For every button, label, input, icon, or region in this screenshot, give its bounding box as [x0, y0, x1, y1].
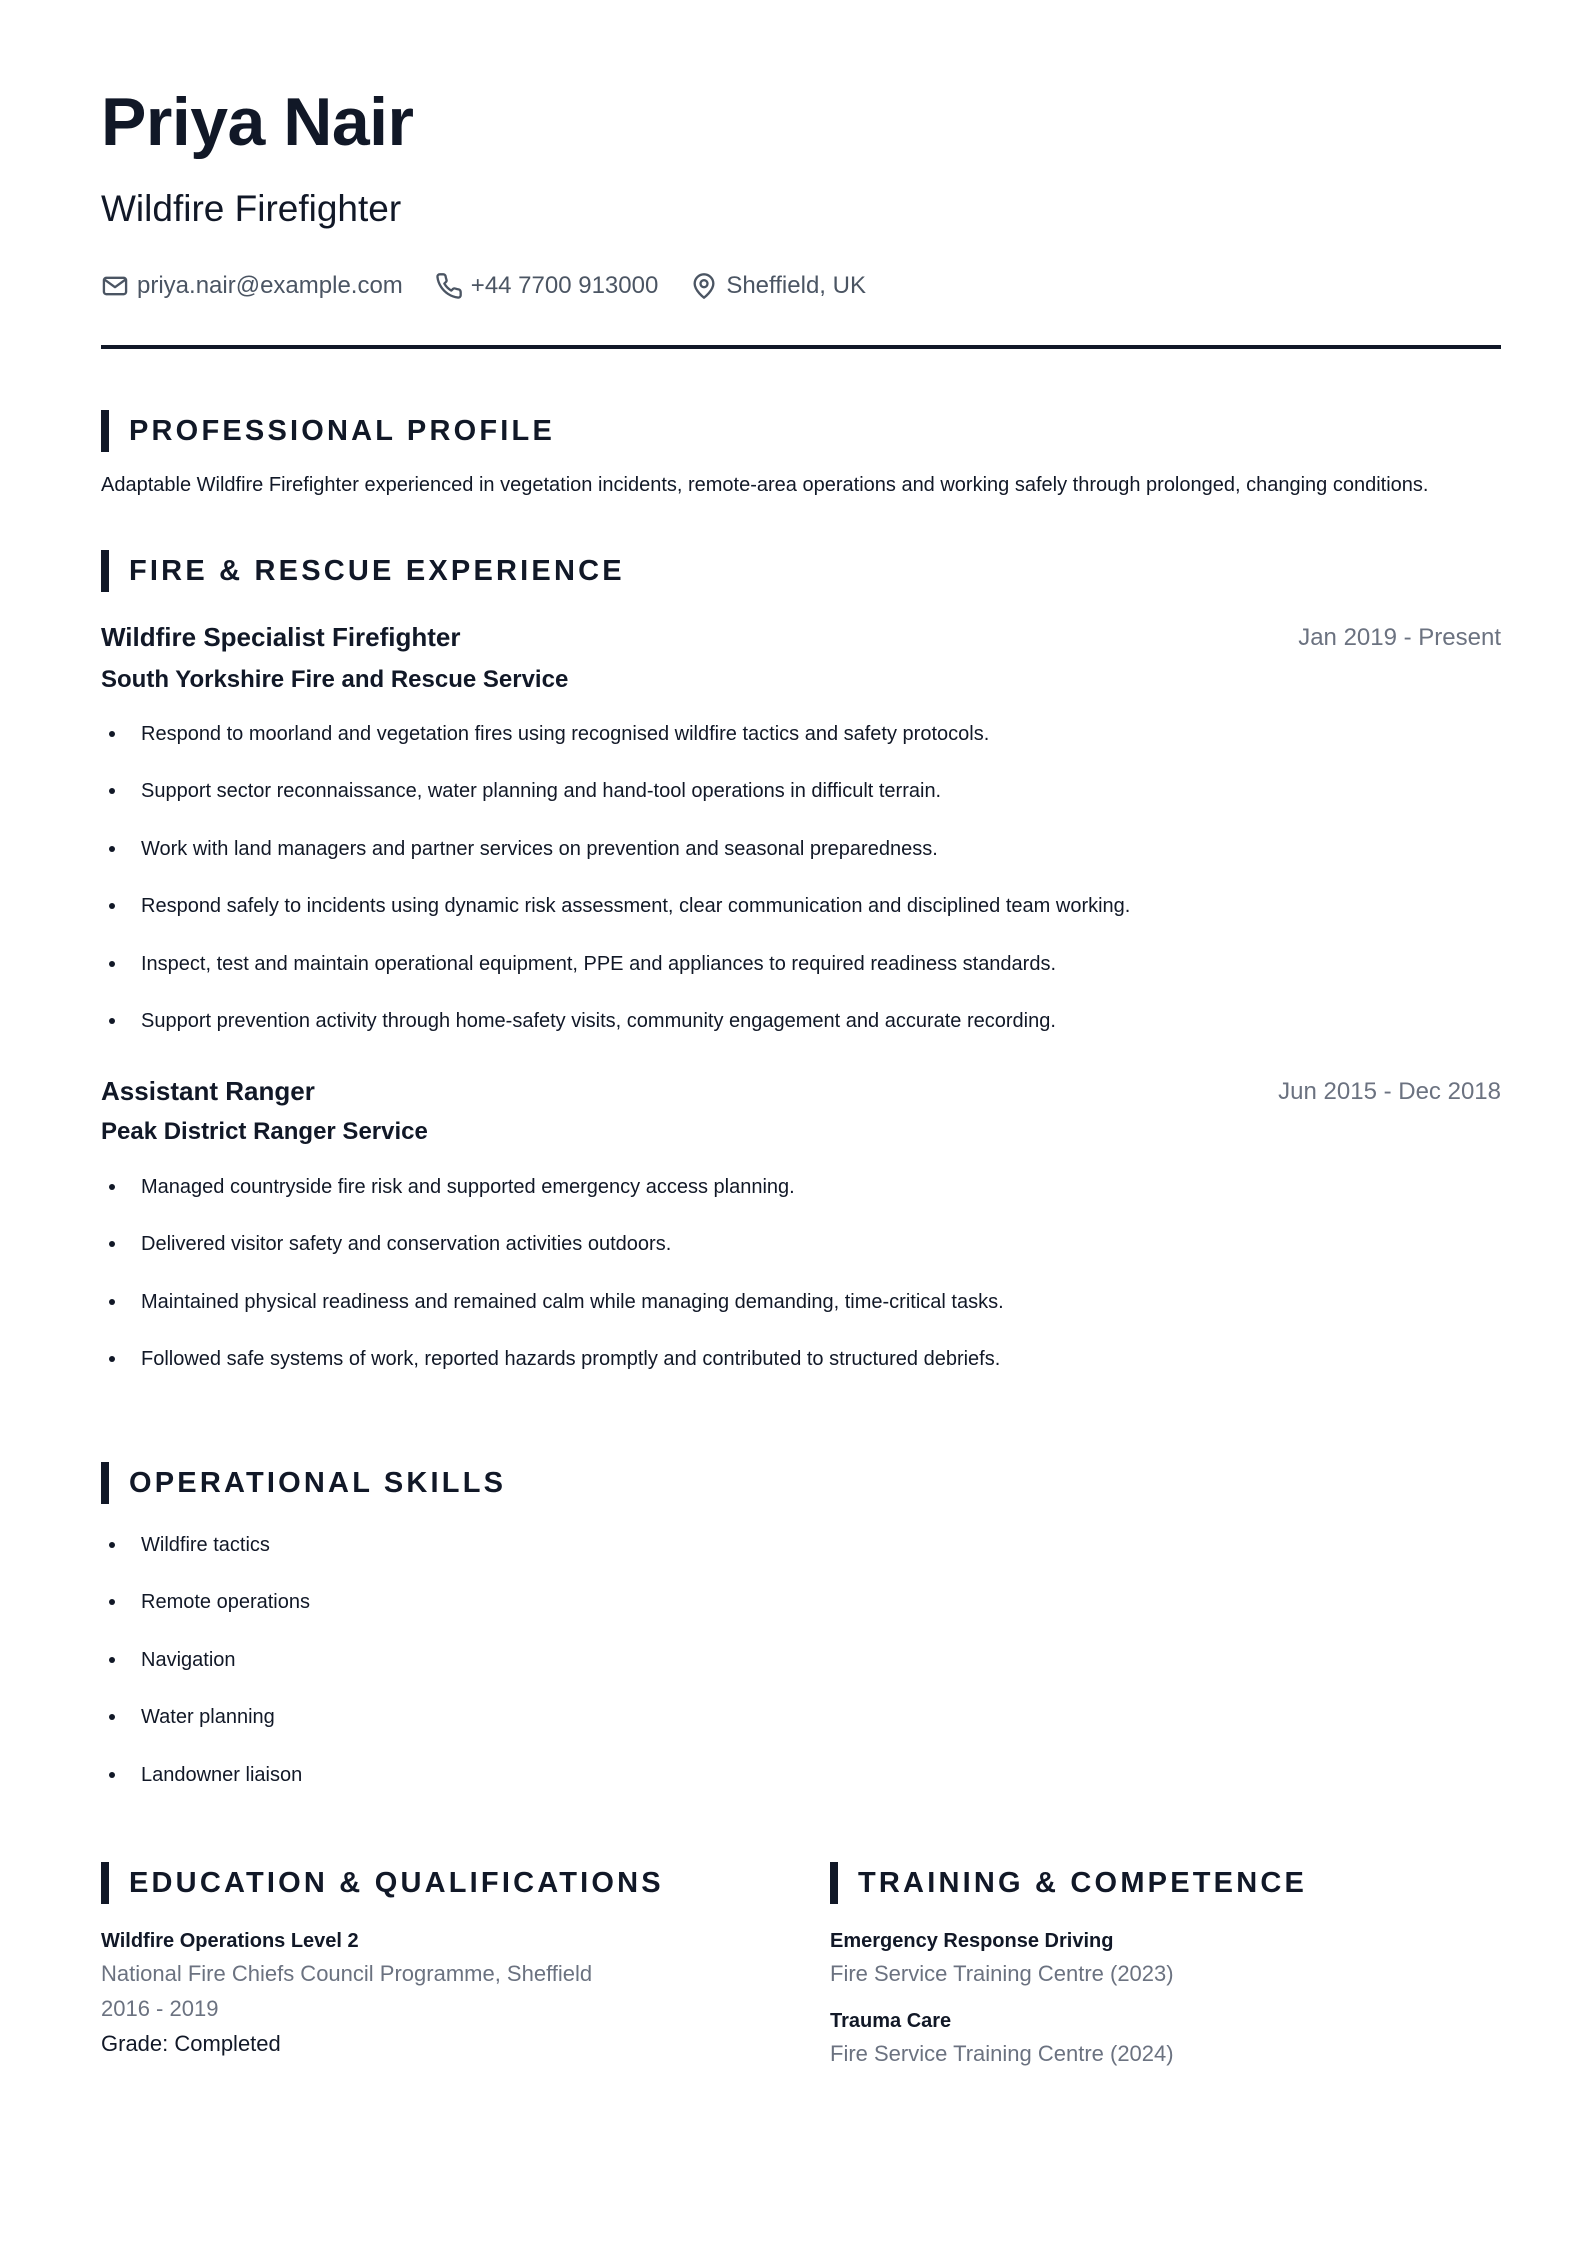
section-title-text: EDUCATION & QUALIFICATIONS	[129, 1866, 664, 1899]
training-detail: Fire Service Training Centre (2023)	[830, 1961, 1174, 1986]
section-title-text: PROFESSIONAL PROFILE	[129, 414, 556, 447]
contact-row	[101, 272, 898, 300]
skill-item: Wildfire tactics	[101, 1533, 310, 1590]
list-item: Followed safe systems of work, reported hazards promptly and contributed to structured debriefs.	[101, 1347, 1004, 1404]
qualification-institution: National Fire Chiefs Council Programme, Sheffield	[101, 1961, 593, 1986]
section-bar	[101, 1462, 109, 1504]
section-bar	[101, 1862, 109, 1904]
section-title-training	[830, 1862, 1307, 1904]
candidate-role: Wildfire Firefighter	[101, 188, 402, 229]
job-dates: Jun 2015 - Dec 2018	[1278, 1078, 1501, 1105]
qualification-years: 2016 - 2019	[101, 1996, 219, 2021]
section-title-education	[101, 1862, 664, 1904]
job-organisation: Peak District Ranger Service	[101, 1118, 428, 1145]
header-divider	[101, 345, 1501, 349]
contact-phone-text: +44 7700 913000	[470, 272, 659, 299]
section-title-text: FIRE & RESCUE EXPERIENCE	[129, 554, 625, 587]
list-item: Work with land managers and partner services on prevention and seasonal preparedness.	[101, 837, 1130, 894]
skill-item: Navigation	[101, 1648, 310, 1705]
training-detail: Fire Service Training Centre (2024)	[830, 2041, 1174, 2066]
contact-email-text: priya.nair@example.com	[137, 272, 403, 299]
contact-location	[690, 272, 866, 300]
job-title: Wildfire Specialist Firefighter	[101, 622, 461, 652]
section-title-skills	[101, 1462, 506, 1504]
skills-list	[101, 1533, 310, 1820]
job-bullets	[101, 722, 1130, 1066]
training-name: Trauma Care	[830, 2010, 952, 2032]
skill-item: Landowner liaison	[101, 1763, 310, 1820]
qualification-grade: Grade: Completed	[101, 2031, 281, 2056]
training-name: Emergency Response Driving	[830, 1930, 1114, 1952]
skill-item: Remote operations	[101, 1590, 310, 1647]
section-title-text: OPERATIONAL SKILLS	[129, 1466, 507, 1499]
job-organisation: South Yorkshire Fire and Rescue Service	[101, 666, 569, 693]
location-pin-icon	[690, 272, 718, 300]
contact-email[interactable]	[101, 272, 403, 300]
list-item: Managed countryside fire risk and supported emergency access planning.	[101, 1175, 1004, 1232]
section-title-experience	[101, 550, 625, 592]
job-dates: Jan 2019 - Present	[1298, 624, 1501, 651]
list-item: Respond to moorland and vegetation fires using recognised wildfire tactics and safety protocols.	[101, 722, 1130, 779]
contact-location-text: Sheffield, UK	[726, 272, 866, 299]
job-title: Assistant Ranger	[101, 1076, 315, 1106]
profile-text: Adaptable Wildfire Firefighter experienced in vegetation incidents, remote-area operations and working safely through prolonged, changing conditions.	[101, 474, 1429, 496]
skill-item: Water planning	[101, 1705, 310, 1762]
phone-icon	[435, 272, 463, 300]
mail-icon	[101, 272, 129, 300]
list-item: Support sector reconnaissance, water planning and hand-tool operations in difficult terrain.	[101, 779, 1130, 836]
list-item: Respond safely to incidents using dynamic risk assessment, clear communication and disciplined team working.	[101, 894, 1130, 951]
list-item: Delivered visitor safety and conservation activities outdoors.	[101, 1232, 1004, 1289]
section-bar	[101, 550, 109, 592]
qualification-name: Wildfire Operations Level 2	[101, 1930, 359, 1952]
candidate-name: Priya Nair	[101, 84, 414, 160]
section-bar	[830, 1862, 838, 1904]
section-title-profile	[101, 410, 555, 452]
list-item: Support prevention activity through home-safety visits, community engagement and accurate recording.	[101, 1009, 1130, 1066]
list-item: Inspect, test and maintain operational equipment, PPE and appliances to required readiness standards.	[101, 952, 1130, 1009]
section-title-text: TRAINING & COMPETENCE	[858, 1866, 1308, 1899]
contact-phone[interactable]	[435, 272, 659, 300]
section-bar	[101, 410, 109, 452]
job-bullets	[101, 1175, 1004, 1405]
list-item: Maintained physical readiness and remained calm while managing demanding, time-critical tasks.	[101, 1290, 1004, 1347]
